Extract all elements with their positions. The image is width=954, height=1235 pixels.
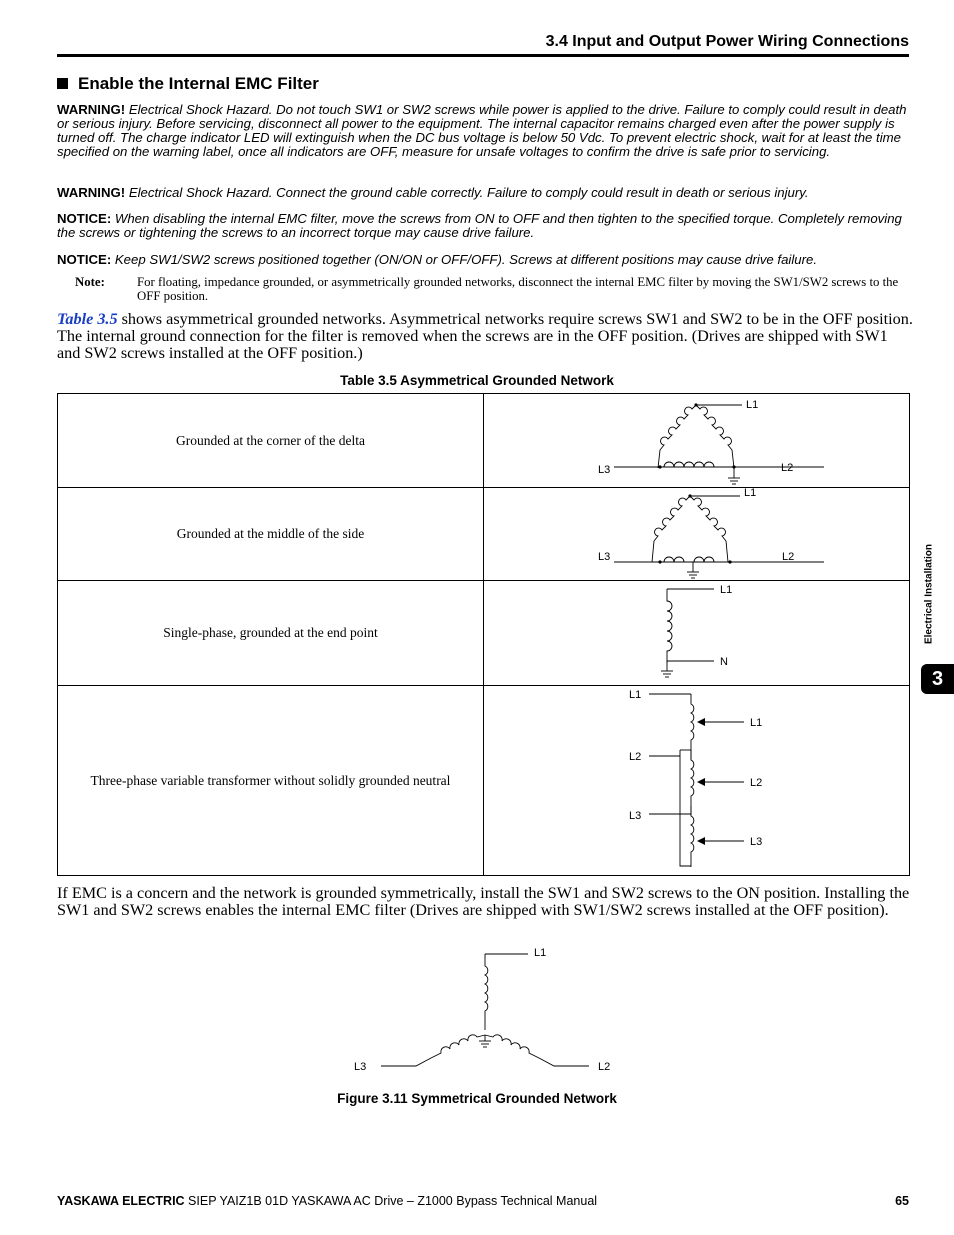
footer <box>57 1194 909 1208</box>
asymmetrical-network-table <box>57 393 910 876</box>
svg-text:L3: L3 <box>750 836 763 848</box>
section-heading <box>57 74 319 94</box>
header-rule <box>57 54 909 57</box>
notice-1: NOTICE: When disabling the internal EMC filter, move the screws from ON to OFF and then tighten to the specified torque. Completely removing the screws or tightening the screws to an incorrect torque may cause drive failure. <box>57 211 902 240</box>
table-row <box>58 686 909 875</box>
svg-text:N: N <box>720 656 728 668</box>
svg-text:L3: L3 <box>354 1061 367 1073</box>
chapter-side-label: Electrical Installation <box>923 543 935 644</box>
delta-midside-ground-diagram <box>484 488 909 580</box>
figure-caption: Figure 3.11 Symmetrical Grounded Network <box>337 1091 617 1106</box>
note-text: For floating, impedance grounded, or asymmetrically grounded networks, disconnect the internal EMC filter by moving the SW1/SW2 screws to the OFF position. <box>137 275 899 303</box>
svg-text:L2: L2 <box>781 462 794 474</box>
table-row <box>58 488 909 581</box>
paragraph-symmetrical: If EMC is a concern and the network is grounded symmetrically, install the SW1 and SW2 screws to the ON position. Installing the SW1 and SW2 screws enables the internal EMC filter (Drives are shipped with SW1/SW2 screws installed at the OFF position). <box>57 884 910 919</box>
delta-corner-ground-diagram <box>484 394 909 487</box>
svg-text:L1: L1 <box>744 488 757 499</box>
section-heading-text: Enable the Internal EMC Filter <box>78 74 319 93</box>
warning-2: WARNING! Electrical Shock Hazard. Connect the ground cable correctly. Failure to comply could result in death or serious injury. <box>57 185 809 200</box>
warning-1: WARNING! Electrical Shock Hazard. Do not touch SW1 or SW2 screws while power is applied to the drive. Failure to comply could result in death or serious injury. Before servicing, disconnect all power to the equipment. The internal capacitor remains charged even after the power supply is turned off. The charge indicator LED will extinguish when the DC bus voltage is below 50 Vdc. To prevent electric shock, wait for at least the time specified on the warning label, once all indicators are OFF, measure for unsafe voltages to confirm the drive is safe prior to servicing. <box>57 102 907 159</box>
svg-text:L1: L1 <box>746 399 759 411</box>
svg-text:L1: L1 <box>534 947 547 959</box>
square-bullet-icon <box>57 78 68 89</box>
running-header: 3.4 Input and Output Power Wiring Connections <box>545 33 909 50</box>
row-description: Three-phase variable transformer without solidly grounded neutral <box>58 686 484 875</box>
footer-text: YASKAWA ELECTRIC SIEP YAIZ1B 01D YASKAWA AC Drive – Z1000 Bypass Technical Manual <box>57 1194 598 1208</box>
page-number: 65 <box>895 1194 909 1208</box>
variable-transformer-diagram <box>484 686 909 874</box>
note <box>75 275 915 303</box>
svg-text:L1: L1 <box>750 717 763 729</box>
table-row <box>58 581 909 686</box>
note-label: Note: <box>75 275 105 289</box>
row-description: Single-phase, grounded at the end point <box>58 581 484 685</box>
svg-text:L2: L2 <box>750 777 763 789</box>
svg-text:L3: L3 <box>629 810 642 822</box>
table-caption: Table 3.5 Asymmetrical Grounded Network <box>340 373 614 388</box>
svg-text:L3: L3 <box>598 551 611 563</box>
single-phase-ground-diagram <box>484 581 909 685</box>
svg-text:L1: L1 <box>720 584 733 596</box>
svg-text:L3: L3 <box>598 464 611 476</box>
chapter-tab[interactable]: 3 <box>921 664 954 694</box>
table-row <box>58 394 909 488</box>
svg-text:L2: L2 <box>598 1061 611 1073</box>
row-description: Grounded at the corner of the delta <box>58 394 484 487</box>
svg-text:L2: L2 <box>782 551 795 563</box>
symmetrical-network-figure <box>340 940 640 1080</box>
svg-text:L2: L2 <box>629 751 642 763</box>
svg-text:L1: L1 <box>629 689 642 701</box>
notice-2: NOTICE: Keep SW1/SW2 screws positioned together (ON/ON or OFF/OFF). Screws at different positions may cause drive failure. <box>57 252 818 267</box>
table-link[interactable]: Table 3.5 <box>57 310 118 328</box>
row-description: Grounded at the middle of the side <box>58 488 484 580</box>
paragraph-asymmetrical: Table 3.5 shows asymmetrical grounded networks. Asymmetrical networks require screws SW1 and SW2 to be in the OFF position. The internal ground connection for the filter is removed when the screws are in the OFF position. (Drives are shipped with SW1 and SW2 screws installed at the OFF position.) <box>57 310 913 362</box>
